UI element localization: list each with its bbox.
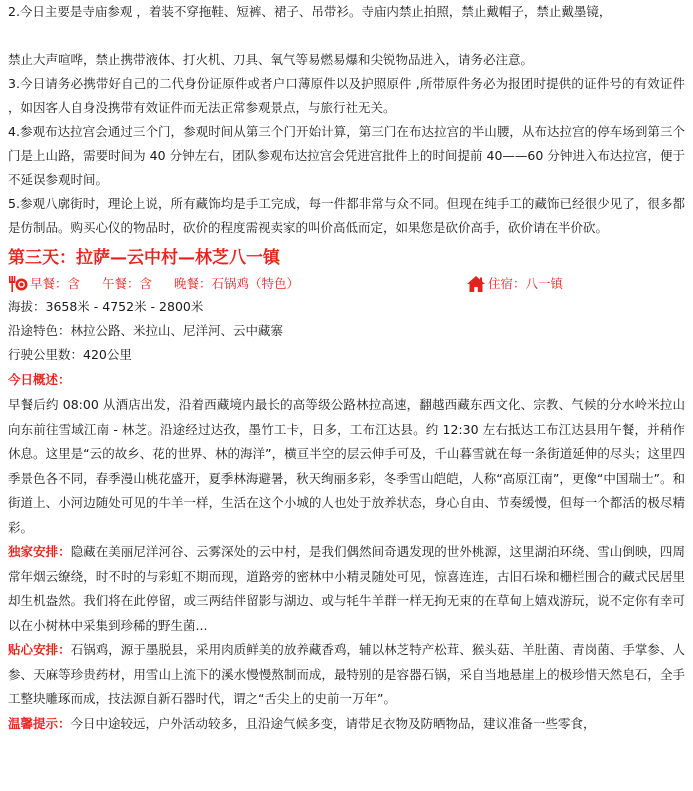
lunch-label: 午餐：含 bbox=[102, 276, 153, 291]
note-3: 3.今日请务必携带好自己的二代身份证原件或者户口薄原件以及护照原件 ,所带原件务必为报团时提供的证件号的有效证件 ，如因客人自身没携带有效证件而无法正常参观景点，与旅行社无关。 bbox=[8, 76, 685, 115]
stay-info bbox=[466, 273, 563, 295]
exclusive-text: 隐藏在美丽尼洋河谷、云雾深处的云中村，是我们偶然间奇遇发现的世外桃源，这里湖泊环绕、雪山倒映，四周常年烟云缭绕，时不时的与彩虹不期而现，道路旁的密林中小精灵随处可见，惊喜连连，古旧石垛和栅栏围合的藏式民居里却生机盎然。我们将在此停留，或三两结伴留影与湖边、或与牦牛羊群一样无拘无束的在草甸上嬉戏游玩，说不定你有幸可以在小树林中采集到珍稀的野生菌... bbox=[8, 544, 685, 633]
note-2: 2.今日主要是寺庙参观 ，着装不穿拖鞋、短裤、裙子、吊带衫。寺庙内禁止拍照，禁止戴帽子，禁止戴墨镜， bbox=[8, 4, 612, 19]
distance: 行驶公里数：420公里 bbox=[8, 347, 132, 362]
exclusive-arrangement bbox=[8, 540, 685, 638]
fork-plate-icon bbox=[8, 275, 28, 293]
caring-arrangement bbox=[8, 638, 685, 712]
day-title: 第三天：拉萨—云中村—林芝八一镇 bbox=[8, 248, 280, 268]
warm-tips bbox=[8, 712, 685, 737]
meals bbox=[8, 273, 321, 295]
stay-label: 住宿：八一镇 bbox=[488, 276, 564, 291]
note-5: 5.参观八廓街时，理论上说，所有藏饰均是手工完成，每一件都非常与众不同。但现在纯手工的藏饰已经很少见了，很多都是仿制品。购买心仪的物品时，砍价的程度需视卖家的叫价高低而定，如果您是砍价高手，砍价请在半价砍。 bbox=[8, 196, 685, 235]
breakfast-label: 早餐：含 bbox=[30, 276, 81, 291]
overview-text: 早餐后约 08:00 从酒店出发，沿着西藏境内最长的高等级公路林拉高速，翻越西藏东西文化、宗教、气候的分水岭米拉山向东前往雪域江南 - 林芝。沿途经过达孜，墨竹工卡，日多，工布江达县。约 12:30 左右抵达工布江达县用午餐，并稍作休息。这里是“云的故乡、花的世界、林的海洋”，横亘半空的层云伸手可及，千山暮雪就在每一条街道延伸的尽头；这里四季景色各不同，春季漫山桃花盛开，夏季林海避暑，秋天绚丽多彩，冬季雪山皑皑，人称“高原江南”，更像“中国瑞士”。和街道上、小河边随处可见的牛羊一样，生活在这个小城的人也处于放养状态，身心自由、节奏缓慢，但每一个都活的极尽精彩。 bbox=[8, 397, 685, 535]
caring-label: 贴心安排： bbox=[8, 642, 71, 657]
note-4: 4.参观布达拉宫会通过三个门，参观时间从第三个门开始计算，第三门在布达拉宫的半山腰，从布达拉宫的停车场到第三个门是上山路，需要时间为 40 分钟左右，团队参观布达拉宫会凭进宫批件上的时间提前 40——60 分钟进入布达拉宫，便于不延误参观时间。 bbox=[8, 124, 685, 187]
meal-row bbox=[8, 273, 685, 295]
overview-title: 今日概述： bbox=[8, 372, 71, 387]
altitude: 海拔：3658米 - 4752米 - 2800米 bbox=[8, 299, 204, 314]
day-info bbox=[8, 295, 685, 367]
tips-label: 温馨提示： bbox=[8, 715, 71, 731]
spacer bbox=[8, 24, 685, 48]
overview-body bbox=[8, 393, 685, 736]
exclusive-label: 独家安排： bbox=[8, 544, 71, 559]
notes-section bbox=[8, 0, 685, 240]
note-2-continued: 禁止大声喧哗，禁止携带液体、打火机、刀具、氧气等易燃易爆和尖锐物品进入，请务必注意。 bbox=[8, 52, 534, 67]
tips-text: 今日中途较远，户外活动较多，且沿途气候多变，请带足衣物及防晒物品，建议准备一些零食， bbox=[70, 715, 596, 731]
route-features: 沿途特色：林拉公路、米拉山、尼洋河、云中藏寨 bbox=[8, 323, 284, 338]
house-icon bbox=[466, 275, 486, 293]
caring-text: 石锅鸡，源于墨脱县，采用肉质鲜美的放养藏香鸡，辅以林芝特产松茸、猴头菇、羊肚菌、青岗菌、手掌参、人参、天麻等珍贵药材，用雪山上流下的溪水慢慢熬制而成，最特别的是容器石锅，采自当地悬崖上的极珍惜天然皂石，全手工整块雕琢而成，技法源自新石器时代，谓之“舌尖上的史前一万年”。 bbox=[8, 642, 685, 706]
dinner-label: 晚餐：石锅鸡（特色） bbox=[174, 276, 300, 291]
